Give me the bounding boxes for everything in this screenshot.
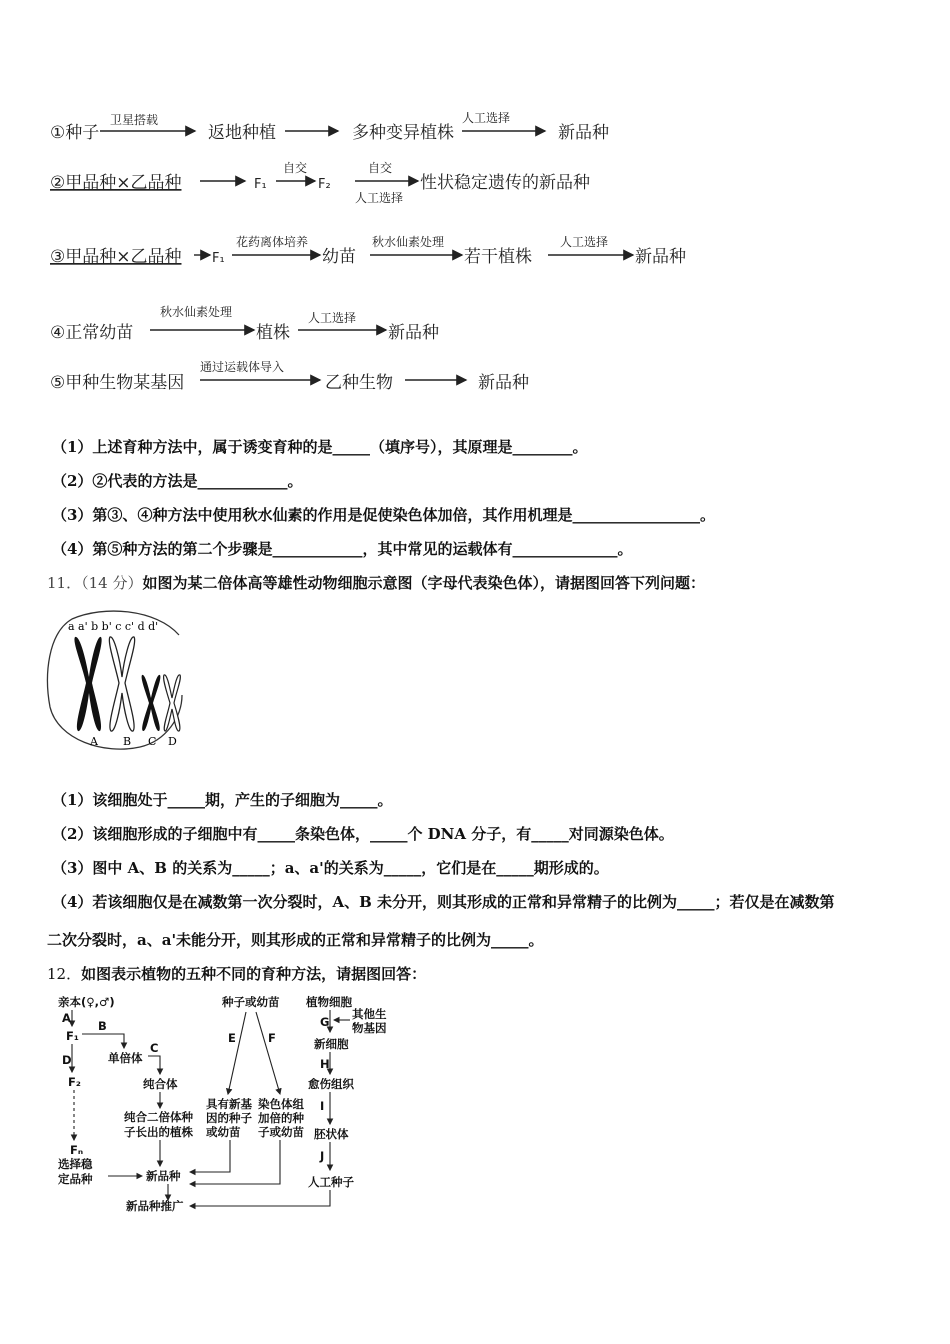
chromosome-D	[164, 675, 181, 731]
chromosome-B	[109, 637, 134, 731]
method-row-5	[50, 359, 529, 393]
q12-F2: F₂	[68, 1075, 81, 1089]
row2-start: ②甲品种×乙品种	[50, 173, 182, 193]
q10-line-1: （1）上述育种方法中，属于诱变育种的是_____（填序号），其原理是________。	[52, 438, 588, 456]
q12-new-cell: 新细胞	[314, 1037, 349, 1051]
q12-Fn: Fₙ	[70, 1143, 84, 1157]
row2-arrow2-label: 自交	[283, 161, 308, 175]
q12-breeding-diagram	[50, 990, 387, 1220]
method-row-1	[50, 110, 609, 143]
label-C: C	[148, 735, 157, 748]
method-row-2	[50, 161, 590, 205]
row1-arrow3-label: 人工选择	[462, 111, 511, 125]
q12-other-gene-1: 其他生	[352, 1007, 387, 1021]
q12-stem-text: 如图表示植物的五种不同的育种方法，请据图回答：	[81, 965, 427, 983]
q11-stem-text: 如图为某二倍体高等雄性动物细胞示意图（字母代表染色体），请据图回答下列问题：	[142, 574, 705, 592]
q12-other-gene-2: 物基因	[352, 1021, 387, 1035]
chromatid-labels-top: a a' b b' c c' d d'	[68, 620, 159, 633]
q12-number: 12．	[47, 965, 82, 983]
method-row-4	[50, 304, 439, 343]
q12-select-1: 选择稳	[58, 1157, 93, 1171]
row3-mid1: 幼苗	[322, 247, 356, 267]
q12-label-F: F	[268, 1031, 276, 1045]
q11-line-1: （1）该细胞处于_____期，产生的子细胞为_____。	[52, 791, 393, 809]
q12-label-H: H	[320, 1057, 330, 1071]
row1-mid2: 多种变异植株	[352, 123, 454, 143]
label-D: D	[168, 735, 177, 748]
q12-seed: 种子或幼苗	[222, 995, 280, 1009]
row2-end: 性状稳定遗传的新品种	[420, 173, 590, 193]
row2-arrow3-top: 自交	[368, 161, 393, 175]
q12-promote: 新品种推广	[126, 1199, 184, 1213]
row4-mid1: 植株	[256, 323, 290, 343]
q12-double-2: 加倍的种	[258, 1111, 304, 1125]
row1-mid1: 返地种植	[208, 123, 276, 143]
q12-label-A: A	[62, 1011, 71, 1025]
q12-label-I: I	[320, 1099, 325, 1113]
row3-arrow2-label: 秋水仙素处理	[372, 235, 445, 249]
method-row-3	[50, 234, 686, 267]
breeding-methods-diagram	[0, 0, 950, 420]
row5-arrow1-label: 通过运载体导入	[200, 360, 285, 374]
row5-start: ⑤甲种生物某基因	[50, 373, 185, 393]
label-A: A	[90, 735, 98, 748]
row1-arrow1-label: 卫星搭载	[110, 113, 159, 127]
q12-label-E: E	[228, 1031, 236, 1045]
q12-label-D: D	[62, 1053, 72, 1067]
row1-start: ①种子	[50, 123, 100, 143]
q11-stem	[47, 572, 705, 593]
row3-arrow1-label: 花药离体培养	[236, 235, 309, 249]
q10-line-4: （4）第⑤种方法的第二个步骤是____________，其中常见的运载体有______________。	[52, 540, 633, 558]
q11-line-3: （3）图中 A、B 的关系为_____；a、a'的关系为_____，它们是在_____期形成的。	[52, 859, 609, 877]
chromosome-A	[74, 637, 101, 731]
q11-line-4: （4）若该细胞仅是在减数第一次分裂时，A、B 未分开，则其形成的正常和异常精子的比例为_____；若仅是在减数第	[52, 893, 835, 911]
q12-label-B: B	[98, 1019, 107, 1033]
q12-newgene-1: 具有新基	[206, 1097, 252, 1111]
q11-number: 11．	[47, 574, 82, 592]
row3-end: 新品种	[635, 247, 686, 267]
q12-new-variety: 新品种	[146, 1169, 181, 1183]
q11-line-2: （2）该细胞形成的子细胞中有_____条染色体，_____个 DNA 分子，有_____对同源染色体。	[52, 825, 674, 843]
row4-start: ④正常幼苗	[50, 323, 134, 343]
row4-arrow1-label: 秋水仙素处理	[160, 305, 233, 319]
q12-select-2: 定品种	[58, 1172, 93, 1186]
row3-arrow3-label: 人工选择	[560, 235, 609, 249]
q12-newgene-2: 因的种子	[206, 1111, 252, 1125]
row3-f1: F₁	[212, 251, 225, 266]
row2-f2: F₂	[318, 177, 331, 192]
row1-end: 新品种	[558, 123, 609, 143]
row3-mid2: 若干植株	[464, 247, 532, 267]
q12-stem	[47, 963, 426, 984]
q12-label-G: G	[320, 1015, 330, 1029]
row3-start: ③甲品种×乙品种	[50, 247, 182, 267]
q12-double-1: 染色体组	[258, 1097, 304, 1111]
q12-pure: 纯合体	[143, 1077, 178, 1091]
q12-label-J: J	[320, 1149, 325, 1163]
q12-embryoid: 胚状体	[314, 1127, 349, 1141]
q12-artificial-seed: 人工种子	[308, 1175, 354, 1189]
q12-F1: F₁	[66, 1029, 79, 1043]
q12-pure-plant-1: 纯合二倍体种	[124, 1110, 193, 1124]
q12-label-C: C	[150, 1041, 159, 1055]
q10-line-2: （2）②代表的方法是____________。	[52, 472, 303, 490]
q12-haploid: 单倍体	[108, 1051, 143, 1065]
row4-arrow2-label: 人工选择	[308, 311, 357, 325]
q12-parent: 亲本(♀,♂)	[58, 995, 115, 1009]
q12-double-3: 子或幼苗	[258, 1125, 304, 1139]
q10-line-3: （3）第③、④种方法中使用秋水仙素的作用是促使染色体加倍，其作用机理是_________________。	[52, 506, 715, 524]
chromosome-C	[142, 675, 161, 731]
row5-mid1: 乙种生物	[325, 373, 393, 393]
label-B: B	[123, 735, 132, 748]
row2-arrow3-bottom: 人工选择	[355, 191, 404, 205]
q11-line-5: 二次分裂时，a、a'未能分开，则其形成的正常和异常精子的比例为_____。	[47, 931, 544, 949]
q12-newgene-3: 或幼苗	[206, 1125, 241, 1139]
cell-chromosome-figure	[44, 605, 184, 755]
row2-f1: F₁	[254, 177, 267, 192]
q12-callus: 愈伤组织	[308, 1077, 354, 1091]
q12-pure-plant-2: 子长出的植株	[124, 1125, 193, 1139]
q12-plant-cell: 植物细胞	[306, 995, 352, 1009]
row5-end: 新品种	[478, 373, 529, 393]
row4-end: 新品种	[388, 323, 439, 343]
q11-score: （14 分）	[81, 574, 143, 592]
